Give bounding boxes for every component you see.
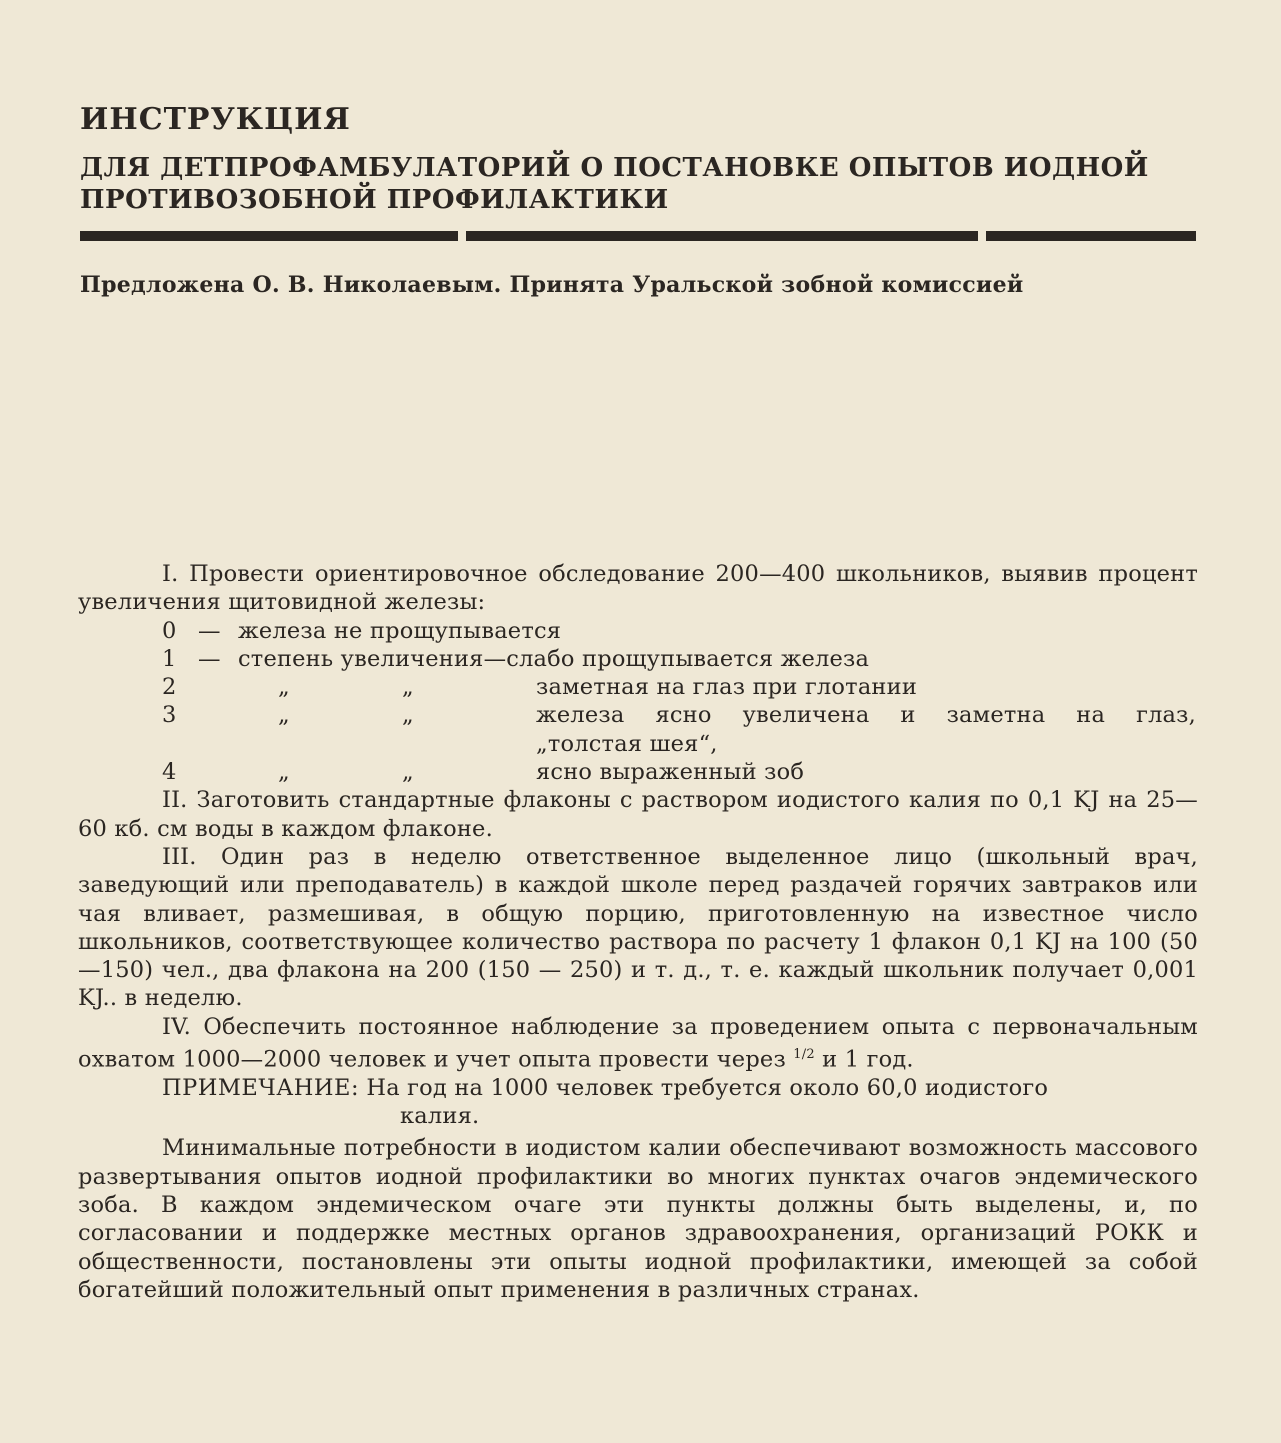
note-label: ПРИМЕЧАНИЕ:	[162, 1074, 360, 1101]
level-text: степень увеличения—слабо прощупывается железа	[238, 645, 870, 672]
level-number: 1	[162, 645, 177, 672]
ditto-mark: „	[278, 702, 290, 729]
section-4-text: IV. Обеспечить постоянное наблюдение за проведением опыта с первоначальным охватом 1000—2000 человек и учет опыта провести через	[78, 1013, 1198, 1073]
level-dash: —	[198, 617, 221, 644]
section-2: II. Заготовить стандартные флаконы с раствором иодистого калия по 0,1 KJ на 25—60 кб. см воды в каждом флаконе.	[78, 787, 1198, 842]
rule-segment	[986, 231, 1196, 241]
closing-paragraph: Минимальные потребности в иодистом калии обеспечивают возможность массового развертывания опытов иодной профилактики во многих пунктах очагов эндемического зоба. В каждом эндемическом очаге эти пункты должны быть выделены, и, по согласовании и поддержке местных органов здравоохранения, организаций РОКК и общественности, постановлены эти опыты иодной профилактики, имеющей за собой богатейший положительный опыт применения в различных странах.	[78, 1135, 1198, 1303]
level-text: железа ясно увеличена и заметна на глаз,	[536, 702, 1196, 729]
rule-segment	[466, 231, 978, 241]
level-number: 0	[162, 617, 177, 644]
document-subtitle: ДЛЯ ДЕТПРОФАМБУЛАТОРИЙ О ПОСТАНОВКЕ ОПЫТОВ ИОДНОЙ ПРОТИВОЗОБНОЙ ПРОФИЛАКТИКИ	[80, 153, 1149, 215]
level-text: ясно выраженный зоб	[536, 759, 805, 786]
byline: Предложена О. В. Николаевым. Принята Уральской зобной комиссией	[80, 272, 1024, 298]
rule-segment	[80, 231, 458, 241]
note-text-continued: калия.	[400, 1103, 480, 1130]
fraction: 1/2	[793, 1047, 815, 1063]
level-text: железа не прощупывается	[238, 617, 562, 644]
level-row	[78, 617, 1198, 645]
section-4-tail: и 1 год.	[822, 1046, 914, 1073]
section-3: III. Один раз в неделю ответственное выделенное лицо (школьный врач, заведующий или преподаватель) в каждой школе перед раздачей горячих завтраков или чая вливает, размешивая, в общую порцию, приготовленную на известное число школьников, соответствующее количество раствора по расчету 1 флакон 0,1 KJ на 100 (50—150) чел., два флакона на 200 (150 — 250) и т. д., т. е. каждый школьник получает 0,001 KJ.. в неделю.	[78, 843, 1198, 1012]
note-text: На год на 1000 человек требуется около 60,0 иодистого	[366, 1074, 1049, 1101]
level-row	[78, 645, 1198, 673]
level-row	[78, 758, 1198, 786]
ditto-mark: „	[278, 759, 290, 786]
level-number: 3	[162, 702, 177, 729]
level-dash: —	[198, 645, 221, 672]
ditto-mark: „	[402, 702, 414, 729]
level-text: заметная на глаз при глотании	[536, 674, 918, 701]
level-text-continued: „толстая шея“,	[536, 730, 718, 757]
ditto-mark: „	[402, 674, 414, 701]
level-number: 4	[162, 759, 177, 786]
ditto-mark: „	[402, 759, 414, 786]
level-number: 2	[162, 674, 177, 701]
ditto-mark: „	[278, 674, 290, 701]
note-block	[78, 1074, 1198, 1131]
section-4	[78, 1013, 1198, 1074]
level-row	[78, 673, 1198, 701]
section-1-intro: I. Провести ориентировочное обследование 200—400 школьников, выявив процент увеличения щитовидной железы:	[78, 561, 1198, 616]
document-title: ИНСТРУКЦИЯ	[80, 102, 351, 137]
level-row	[78, 701, 1198, 758]
instruction-body	[78, 560, 1198, 1304]
